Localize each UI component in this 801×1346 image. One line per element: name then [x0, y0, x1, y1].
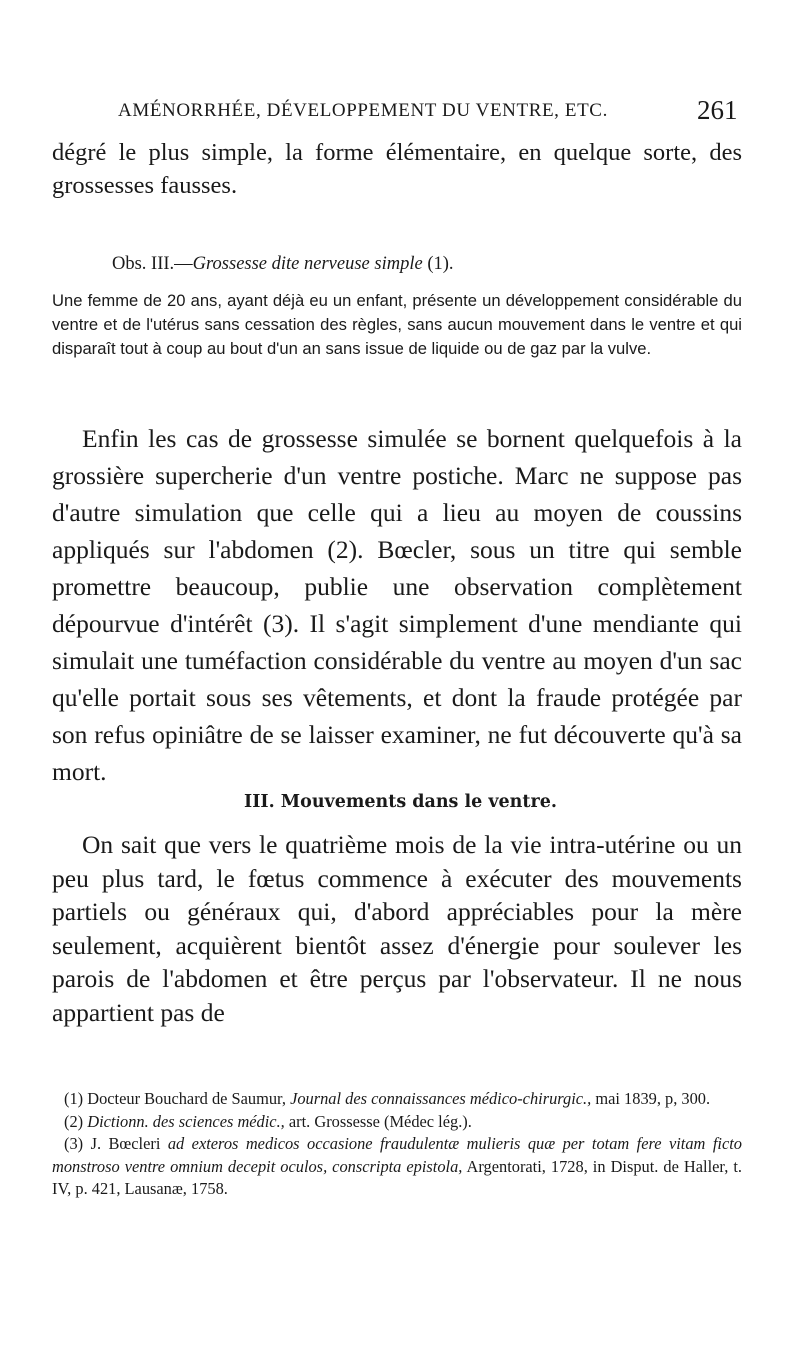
observation-label: Obs. III.— [112, 254, 193, 274]
lead-paragraph-text: dégré le plus simple, la forme élémentaire, en quelque sorte, des grossesses fausses. [52, 139, 742, 199]
footnote-2: (2) Dictionn. des sciences médic., art. Grossesse (Médec lég.). [64, 1111, 472, 1131]
lead-paragraph [52, 136, 742, 202]
footnotes [52, 1088, 742, 1201]
observation-title-text: Grossesse dite nerveuse simple [192, 254, 423, 274]
observation-body-text: Une femme de 20 ans, ayant déjà eu un enfant, présente un développement considérable du ventre et de l'utérus sans cessation des règles, sans aucun mouvement dans le ventre et qui disparaît tout à coup au bout d'un an sans issue de liquide ou de gaz par la vulve. [52, 291, 742, 358]
main-paragraph [52, 420, 742, 790]
footnote-1: (1) Docteur Bouchard de Saumur, Journal des connaissances médico-chirurgic., mai 1839, p, 300. [64, 1089, 711, 1108]
observation-body [52, 289, 742, 361]
section-paragraph [52, 828, 742, 1029]
section-paragraph-text: On sait que vers le quatrième mois de la vie intra-utérine ou un peu plus tard, le fœtus commence à exécuter des mouvements partiels ou généraux qui, d'abord appréciables pour la mère seulement, acquièrent bientôt assez d'énergie pour soulever les parois de l'abdomen et être perçus par l'observateur. Il ne nous appartient pas de [52, 830, 742, 1027]
footnote-3: (3) J. Bœcleri ad exteros medicos occasione fraudulentæ mulieris quæ per totam fere vitam ficto monstroso ventre omnium decepit oculos, conscripta epistola, Argentorati, 1728, in Disput. de Haller, t. IV, p. 421, Lausanæ, 1758. [52, 1134, 742, 1198]
running-header: AMÉNORRHÉE, DÉVELOPPEMENT DU VENTRE, ETC. [118, 100, 608, 121]
main-paragraph-text: Enfin les cas de grossesse simulée se bornent quelquefois à la grossière supercherie d'un ventre postiche. Marc ne suppose pas d'autre simulation que celle qui a lieu au moyen de coussins appliqués sur l'abdomen (2). Bœcler, sous un titre qui semble promettre beaucoup, publie une observation complètement dépourvue d'intérêt (3). Il s'agit simplement d'une mendiante qui simulait une tuméfaction considérable du ventre au moyen d'un sac qu'elle portait sous ses vêtements, et dont la fraude protégée par son refus opiniâtre de se laisser examiner, ne fut découverte qu'à sa mort. [52, 424, 742, 786]
observation-title [112, 254, 454, 275]
observation-note-ref: (1). [427, 254, 454, 274]
section-heading: III. Mouvements dans le ventre. [244, 792, 557, 812]
page-number: 261 [697, 95, 738, 125]
